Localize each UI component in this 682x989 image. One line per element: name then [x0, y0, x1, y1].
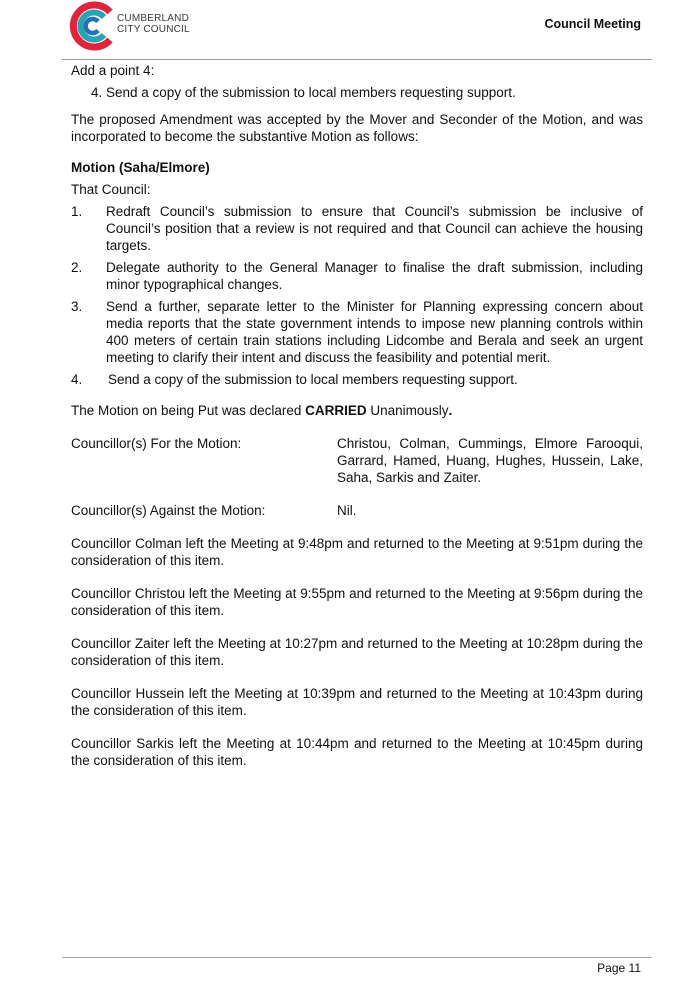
list-text: Redraft Council’s submission to ensure that Council’s submission be inclusive of Council’s position that a review is not required and that Council can achieve the housing targets.	[106, 204, 643, 253]
votes-against-label: Councillor(s) Against the Motion:	[71, 503, 266, 518]
votes-for-label: Councillor(s) For the Motion:	[71, 436, 242, 451]
list-number: 2.	[71, 260, 83, 275]
org-line-1: CUMBERLAND	[117, 13, 190, 24]
motion-list-item	[71, 203, 643, 254]
result-carried: CARRIED	[305, 403, 367, 418]
org-line-2: CITY COUNCIL	[117, 24, 190, 35]
list-text: Send a further, separate letter to the Minister for Planning expressing concern about media reports that the state government intends to impose new planning controls within 400 meters of certain train stations including Lidcombe and Berala and seek an urgent meeting to clarify their intent and discuss the feasibility and potential merit.	[106, 299, 643, 365]
result-suffix: Unanimously	[366, 403, 449, 418]
list-number: 1.	[71, 204, 83, 219]
list-number: 4.	[71, 372, 83, 387]
attendance-note: Councillor Hussein left the Meeting at 10:39pm and returned to the Meeting at 10:43pm during the consideration of this item.	[71, 686, 643, 718]
amendment-accepted-text: The proposed Amendment was accepted by the Mover and Seconder of the Motion, and was incorporated to become the substantive Motion as follows:	[71, 112, 643, 144]
header-divider	[62, 59, 652, 60]
amendment-intro: Add a point 4:	[71, 63, 155, 78]
votes-for-value: Christou, Colman, Cummings, Elmore Farooqui, Garrard, Hamed, Huang, Hughes, Hussein, Lake, Saha, Sarkis and Zaiter.	[337, 436, 643, 485]
footer-divider	[62, 957, 652, 958]
attendance-note: Councillor Christou left the Meeting at 9:55pm and returned to the Meeting at 9:56pm during the consideration of this item.	[71, 586, 643, 618]
that-council-label: That Council:	[71, 182, 151, 197]
motion-list-item	[71, 371, 643, 388]
amendment-item: 4. Send a copy of the submission to local members requesting support.	[91, 85, 516, 100]
attendance-note: Councillor Zaiter left the Meeting at 10:27pm and returned to the Meeting at 10:28pm during the consideration of this item.	[71, 636, 643, 668]
attendance-note: Councillor Sarkis left the Meeting at 10:44pm and returned to the Meeting at 10:45pm during the consideration of this item.	[71, 736, 643, 768]
document-body	[71, 62, 643, 769]
list-text: Delegate authority to the General Manager to finalise the draft submission, including minor typographical changes.	[106, 260, 643, 292]
organisation-name	[117, 13, 190, 35]
result-prefix: The Motion on being Put was declared	[71, 403, 306, 418]
council-logo-icon	[66, 0, 116, 52]
motion-list-item	[71, 259, 643, 293]
votes-for-row	[71, 435, 643, 486]
attendance-note: Councillor Colman left the Meeting at 9:48pm and returned to the Meeting at 9:51pm during the consideration of this item.	[71, 536, 643, 568]
page-number: Page 11	[597, 961, 641, 975]
result-period: .	[448, 403, 453, 418]
list-text: Send a copy of the submission to local members requesting support.	[108, 372, 518, 387]
votes-against-row	[71, 502, 643, 519]
list-number: 3.	[71, 299, 83, 314]
motion-heading: Motion (Saha/Elmore)	[71, 160, 210, 175]
page-header	[0, 0, 682, 64]
motion-list-item	[71, 298, 643, 366]
motion-result	[71, 402, 643, 419]
votes-against-value: Nil.	[337, 503, 357, 518]
meeting-title: Council Meeting	[544, 17, 641, 31]
